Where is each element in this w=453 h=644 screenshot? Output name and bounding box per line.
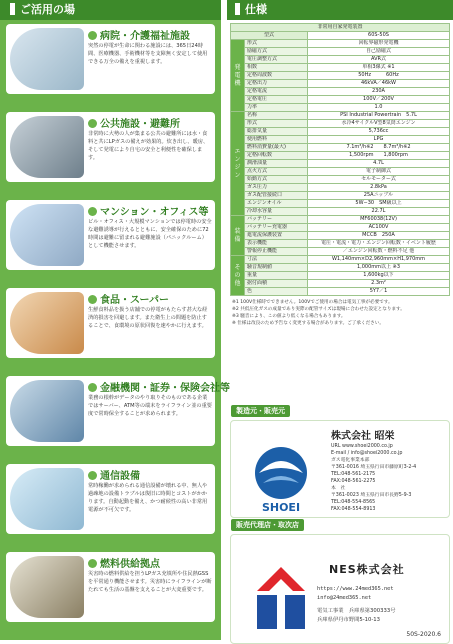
spec-row (231, 200, 450, 208)
spec-value: 4.7L (308, 160, 450, 168)
spec-row (231, 168, 450, 176)
usage-card (6, 112, 215, 182)
spec-value: PSI Industrial Powertrain 5.7L (308, 112, 450, 120)
spec-item: 力率 (245, 104, 308, 112)
spec-item: 定格出力 (245, 80, 308, 88)
spec-row (231, 288, 450, 296)
usage-card-title: 燃料供給拠点 (88, 555, 160, 570)
spec-value: 50Hz 60Hz (308, 72, 450, 80)
spec-value: MCCB 250A (308, 232, 450, 240)
spec-row (231, 144, 450, 152)
spec-value: 22.7L (308, 208, 450, 216)
spec-item: 名称 (245, 112, 308, 120)
spec-row (231, 64, 450, 72)
spec-value: AVR式 (308, 56, 450, 64)
spec-item: 色 (245, 288, 308, 296)
spec-value: 単相3線式 ※1 (308, 64, 450, 72)
spec-row (231, 240, 450, 248)
spec-item: 燃料消費量(最大) (245, 144, 308, 152)
telecom-tower-photo (10, 468, 84, 530)
spec-value: 2.8kPa (308, 184, 450, 192)
spec-item: 警報停止機能 (245, 248, 308, 256)
spec-group-label: 装備 (231, 216, 245, 256)
spec-row (231, 152, 450, 160)
spec-value: 46kVA／46kW (308, 80, 450, 88)
bank-photo (10, 380, 84, 442)
usage-card-title: 金融機関・証券・保険会社等 (88, 379, 230, 394)
spec-value: 1.0 (308, 104, 450, 112)
spec-row (231, 48, 450, 56)
spec-item: ガス圧力 (245, 184, 308, 192)
spec-row (231, 56, 450, 64)
model-label: 型式 (231, 32, 308, 40)
spec-value: 電子制御式 (308, 168, 450, 176)
spec-value: 7.1m³/h※2 8.7m³/h※2 (308, 144, 450, 152)
usage-heading: ご活用の場 (0, 0, 221, 20)
spec-row (231, 88, 450, 96)
spec-value: 2.3m² (308, 280, 450, 288)
shoei-logo-icon (245, 443, 317, 515)
spec-value: 回転界磁形発電機 (308, 40, 450, 48)
usage-card-body: 災害時の燃料供給を担うLPガス充填所や住民熱GSSを平常通り機能させます。災害時にライフラインが断たれても生活の基盤を支えることが大変重要です。 (88, 571, 212, 593)
spec-row (231, 272, 450, 280)
spec-value: 5,736cc (308, 128, 450, 136)
usage-card-body: 常時稼働が求められる通信設備が壊れる中、無人や過疎地の設備トラブルは復旧に時間とコストがかかります。自動起動を備え、かつ耐候性の高い非常用電源が不可欠です。 (88, 483, 208, 513)
usage-card-body: ビル・オフィス・大規模マンションでは停電時の安全な避難誘導が行えるとともに、安全確保のために72時間は避難に留まれる避難施設（パニックルーム）として機能させます。 (88, 219, 212, 249)
dealer-url[interactable]: https://www.24med365.net (317, 586, 394, 592)
spec-row (231, 136, 450, 144)
usage-card (6, 552, 215, 622)
manufacturer-name: 株式会社 昭栄 (331, 431, 395, 442)
usage-card (6, 464, 215, 534)
spec-row (231, 128, 450, 136)
spec-value: 25Aニップル (308, 192, 450, 200)
spec-item: 冷却水容量 (245, 208, 308, 216)
spec-item: 寸法 (245, 256, 308, 264)
spec-value: 5Y7／1 (308, 288, 450, 296)
spec-item: 遮電流保護装置 (245, 232, 308, 240)
spec-table-title: 非常用自家発電装置 (231, 24, 450, 32)
spec-item: 定格回転数 (245, 152, 308, 160)
spec-row (231, 184, 450, 192)
hospital-photo (10, 28, 84, 90)
spec-item: 表示機能 (245, 240, 308, 248)
spec-value: ／エンジン回転数・燃料不足 他 (308, 248, 450, 256)
dealer-section (227, 512, 453, 644)
spec-value: MF60038(12V) (308, 216, 450, 224)
spec-item: 定格周波数 (245, 72, 308, 80)
model-value: 60S-50S (308, 32, 450, 40)
spec-row (231, 256, 450, 264)
spec-item: 点火方式 (245, 168, 308, 176)
manufacturer-tag: 製造元・販売元 (231, 405, 290, 417)
spec-row (231, 224, 450, 232)
spec-value: AC100V (308, 224, 450, 232)
usage-card-body: 突然の停電が生命に関わる施設には、365日24時間、医療機器、手術機材等を支障無く安定して使用できる万全の備えを重視します。 (88, 43, 208, 65)
spec-value: 100V／200V (308, 96, 450, 104)
spec-item: 励磁方式 (245, 48, 308, 56)
usage-card-title: 通信設備 (88, 467, 140, 482)
spec-value: 1,500rpm 1,800rpm (308, 152, 450, 160)
spec-row (231, 232, 450, 240)
usage-card-body: 生鮮食料品を扱う店舗での停電がもたらす甚大な経済的損害を回避します。また衛生上の問題を防止することで、食環境の原状回復を速やかに行えます。 (88, 307, 208, 329)
spec-item: 据付面積 (245, 280, 308, 288)
dealer-tag: 販売代理店・取次店 (231, 519, 304, 531)
usage-card (6, 288, 215, 358)
dealer-name: NES株式会社 (329, 563, 405, 576)
spec-item: 総排気量 (245, 128, 308, 136)
usage-card-title: 食品・スーパー (88, 291, 169, 306)
spec-value: 電圧・電流・電力・エンジン回転数・イベント履歴 (308, 240, 450, 248)
spec-row (231, 96, 450, 104)
spec-group-label: エンジン (231, 112, 245, 216)
spec-value: セルモーター式 (308, 176, 450, 184)
spec-item: 重量 (245, 272, 308, 280)
spec-row (231, 112, 450, 120)
spec-row (231, 120, 450, 128)
spec-item: 相数 (245, 64, 308, 72)
spec-row (231, 216, 450, 224)
spec-item: 始動方式 (245, 176, 308, 184)
supermarket-photo (10, 292, 84, 354)
spec-row (231, 176, 450, 184)
spec-row (231, 104, 450, 112)
usage-card (6, 200, 215, 270)
spec-row (231, 160, 450, 168)
spec-value: W1,140mm×D2,960mm×H1,970mm (308, 256, 450, 264)
spec-value: 自己励磁式 (308, 48, 450, 56)
spec-item: 騒音規制値 (245, 264, 308, 272)
manufacturer-section (227, 398, 453, 518)
manufacturer-info: URL www.shoei2000.co.jp E-mail / info@shoei2000.co.jp ガス電化事業本部 〒361-0016 埼玉県行田市藤原町3-2-4 TEL:048-561-2175 FAX:048-561-2275 本 社 〒361-0023 埼玉県行田市長野5-9-3 TEL:048-554-8565 FAX:048-554-8913 (331, 444, 417, 512)
spec-value: 230A (308, 88, 450, 96)
spec-group-label: その他 (231, 256, 245, 296)
nes-logo-icon (255, 565, 307, 631)
spec-item: バッテリー (245, 216, 308, 224)
spec-value: 1,000mm以上 ※3 (308, 264, 450, 272)
spec-item: 使用燃料 (245, 136, 308, 144)
dealer-email[interactable]: info@24med365.net (317, 595, 372, 601)
spec-table (230, 23, 450, 296)
document-code: 50S-2020.6 (406, 631, 441, 638)
spec-value: 5W−30 SM級以上 (308, 200, 450, 208)
usage-card-title: 病院・介護福祉施設 (88, 27, 190, 42)
public-facility-photo (10, 116, 84, 178)
usage-card-title: マンション・オフィス等 (88, 203, 208, 218)
usage-card-body: 業務の根幹がデータのやり取りそのものである企業ではサーバー、ATM等の端末をライフライン並の重要度で常時保全することが求められます。 (88, 395, 212, 417)
manufacturer-box (230, 420, 450, 518)
spec-row (231, 80, 450, 88)
dealer-info: https://www.24med365.net info@24med365.net 電気工事業 兵庫県第300333号 兵庫県伊丹市野間5-10-13 (317, 586, 396, 623)
spec-item: バッテリー充電器 (245, 224, 308, 232)
spec-heading: 仕様 (227, 0, 453, 20)
spec-row (231, 264, 450, 272)
spec-item: 定格電流 (245, 88, 308, 96)
spec-value: 1,600kg以下 (308, 272, 450, 280)
spec-item: 形式 (245, 40, 308, 48)
usage-card (6, 24, 215, 94)
spec-item: エンジンオイル (245, 200, 308, 208)
spec-item: 潤滑油量 (245, 160, 308, 168)
usage-card (6, 376, 230, 446)
spec-notes: ※1 100V仕様時でできません。100Vでご使用の場合は電気工事が必要です。 ※2 共低圧化ガスの成量であり実際の配管サイズは現場に合わせた設定となります。 ※3 騒音により、この値より低くなる場合もあります。 ※ 仕様は改良のため予告なく変更する場合があります。ご了承ください。 (232, 300, 405, 326)
spec-item: 形式 (245, 120, 308, 128)
spec-row (231, 40, 450, 48)
spec-row (231, 208, 450, 216)
spec-row (231, 192, 450, 200)
spec-row (231, 248, 450, 256)
spec-group-label: 発電機 (231, 40, 245, 112)
spec-row (231, 280, 450, 288)
spec-item: ガス配管接続口 (245, 192, 308, 200)
spec-row (231, 72, 450, 80)
usage-card-title: 公共施設・避難所 (88, 115, 180, 130)
svg-text:SHOEI: SHOEI (261, 501, 301, 514)
fuel-station-photo (10, 556, 84, 618)
spec-item: 電圧調整方式 (245, 56, 308, 64)
spec-item: 定格電圧 (245, 96, 308, 104)
condominium-photo (10, 204, 84, 266)
spec-panel (227, 0, 453, 640)
spec-value: LPG (308, 136, 450, 144)
usage-card-body: 非常時に大勢の人が集まる公共の避難所には水・食料と共にLPガスの備えが効果的。炊き出し、暖房、そして発電により自宅の安全と利便性を確保します。 (88, 131, 209, 161)
dealer-box (230, 534, 450, 644)
spec-value: 水冷4サイクルV型8気筒エンジン (308, 120, 450, 128)
